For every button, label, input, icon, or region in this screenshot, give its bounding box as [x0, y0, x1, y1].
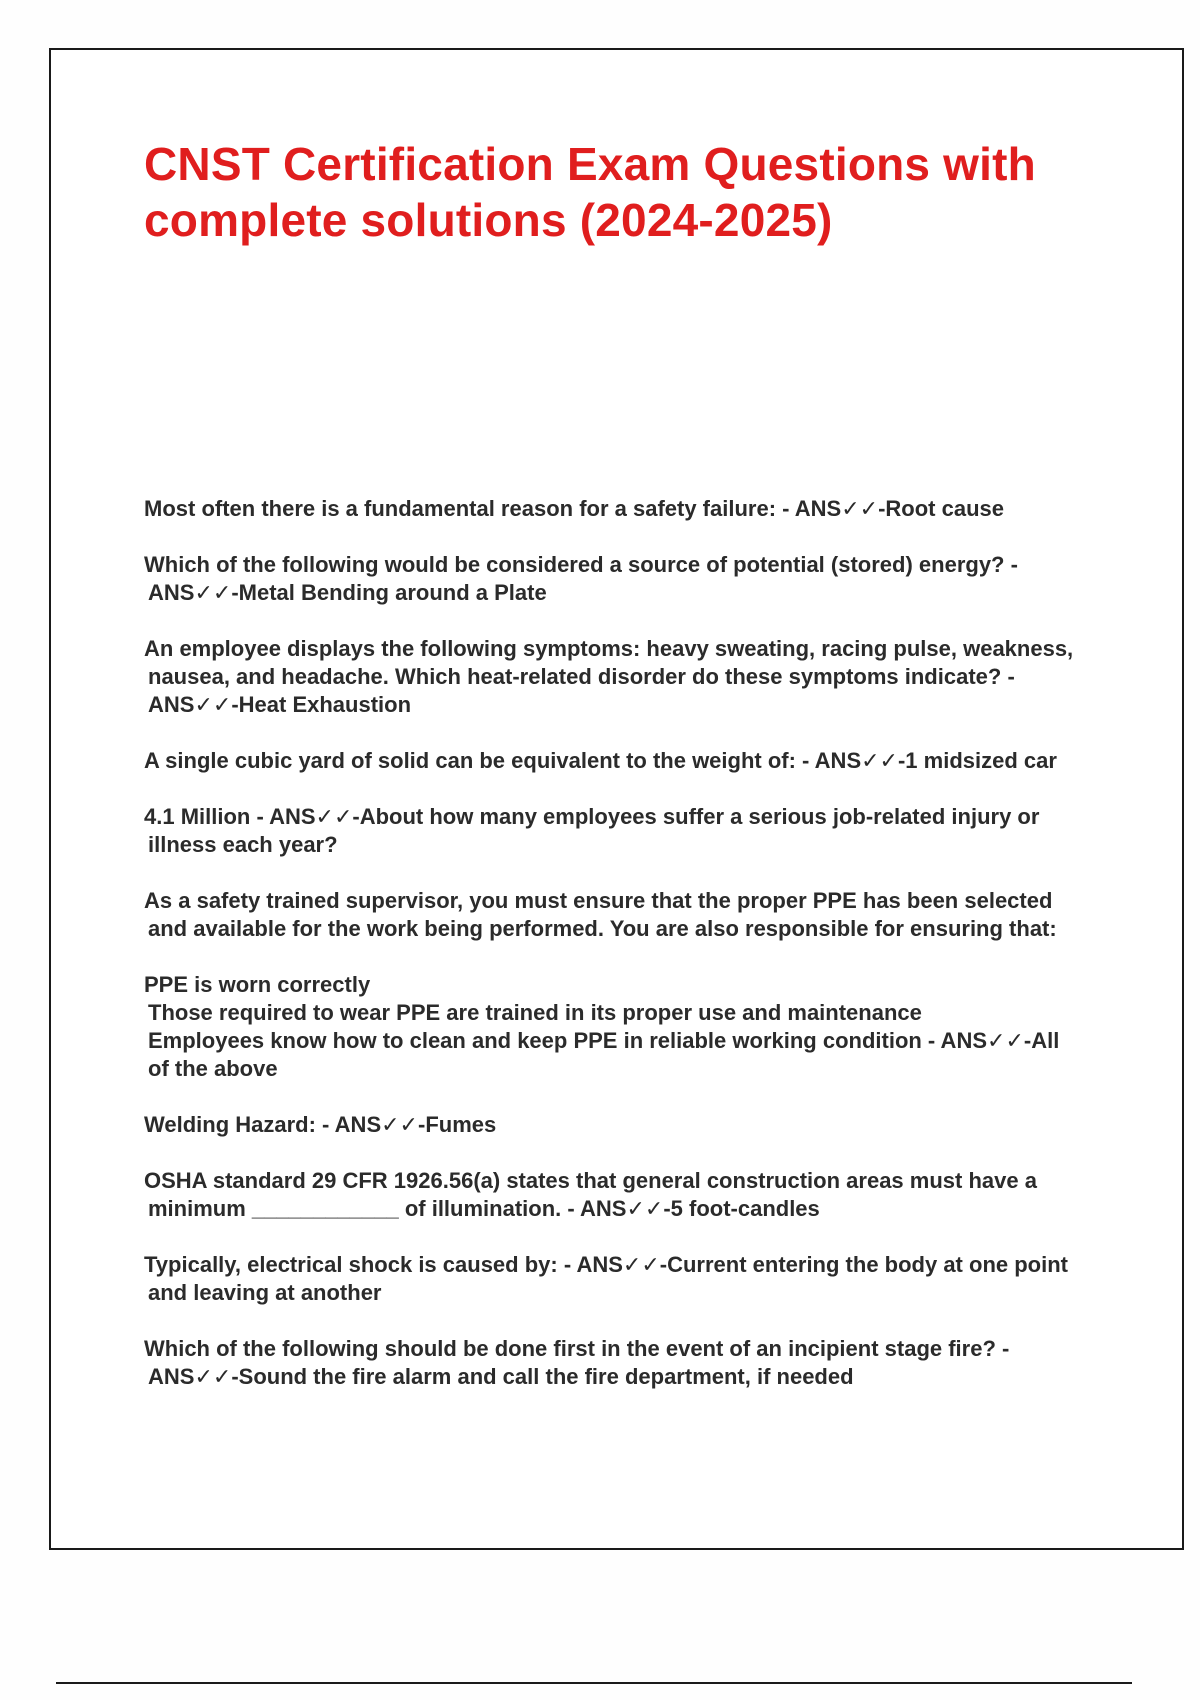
qa-list	[144, 495, 1084, 1419]
qa-item: Welding Hazard: - ANS✓✓-Fumes	[144, 1112, 497, 1137]
qa-item: Most often there is a fundamental reason for a safety failure: - ANS✓✓-Root cause	[144, 496, 1004, 521]
qa-item: Which of the following should be done first in the event of an incipient stage fire? - ANS✓✓-Sound the fire alarm and call the fire department, if needed	[144, 1336, 1010, 1389]
document-title: CNST Certification Exam Questions with complete solutions (2024-2025)	[144, 138, 1036, 246]
qa-item: Typically, electrical shock is caused by: - ANS✓✓-Current entering the body at one point and leaving at another	[144, 1252, 1068, 1305]
qa-item: As a safety trained supervisor, you must ensure that the proper PPE has been selected and available for the work being performed. You are also responsible for ensuring that:	[144, 888, 1057, 941]
qa-item: PPE is worn correctly Those required to wear PPE are trained in its proper use and maintenance Employees know how to clean and keep PPE in reliable working condition - ANS✓✓-All of the above	[144, 972, 1060, 1081]
qa-item: A single cubic yard of solid can be equivalent to the weight of: - ANS✓✓-1 midsized car	[144, 748, 1057, 773]
bottom-rule	[56, 1682, 1132, 1684]
qa-item: 4.1 Million - ANS✓✓-About how many employees suffer a serious job-related injury or illness each year?	[144, 804, 1040, 857]
qa-item: Which of the following would be considered a source of potential (stored) energy? - ANS✓✓-Metal Bending around a Plate	[144, 552, 1018, 605]
qa-item: OSHA standard 29 CFR 1926.56(a) states that general construction areas must have a minimum ____________ of illumination. - ANS✓✓-5 foot-candles	[144, 1168, 1037, 1221]
qa-item: An employee displays the following symptoms: heavy sweating, racing pulse, weakness, nausea, and headache. Which heat-related disorder do these symptoms indicate? - ANS✓✓-Heat Exhaustion	[144, 636, 1074, 717]
